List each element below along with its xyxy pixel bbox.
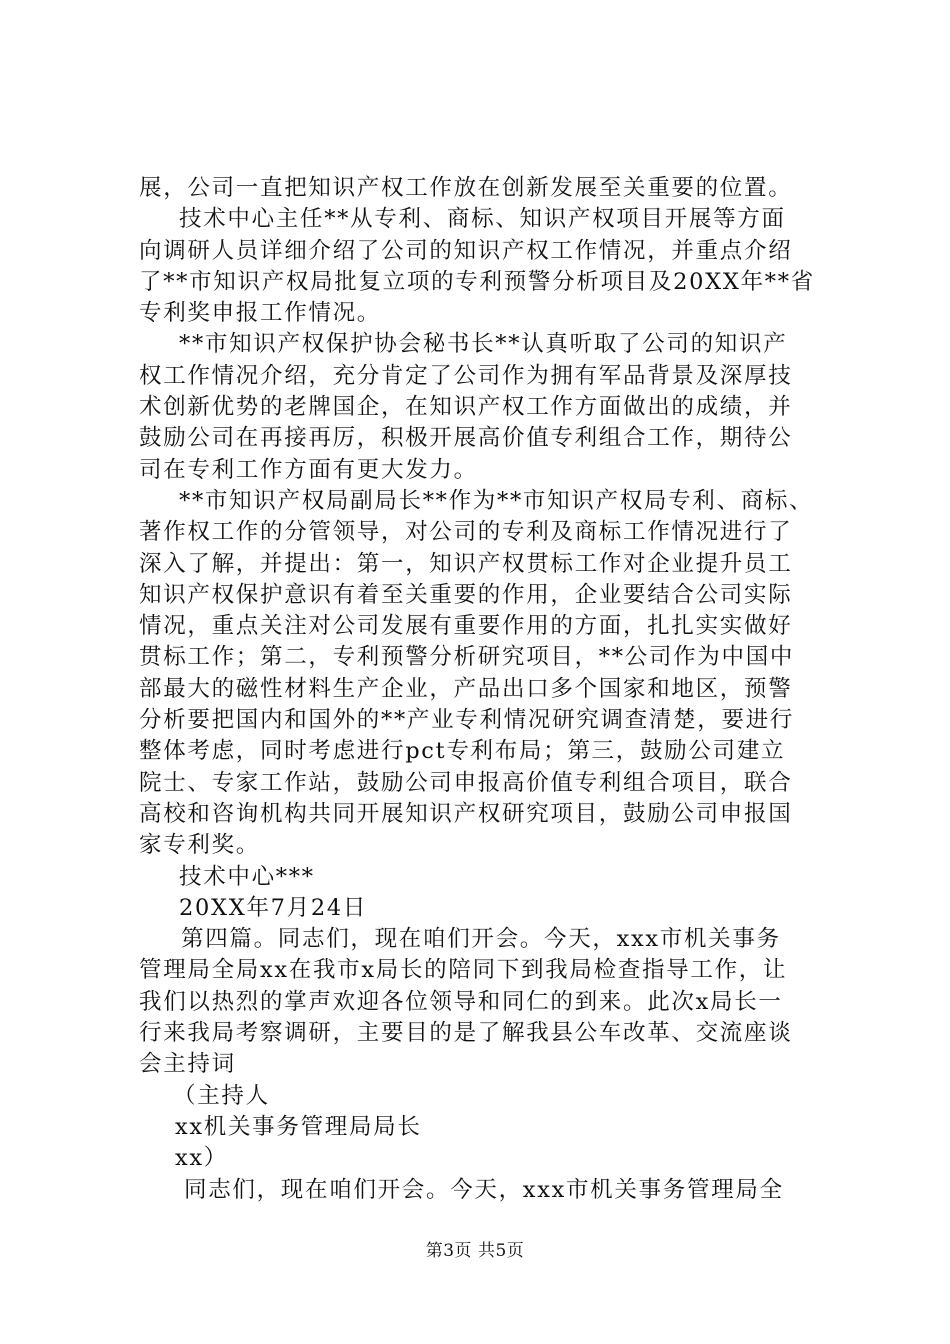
- page-number: 第3页 共5页: [425, 1241, 525, 1261]
- document-body: [139, 173, 899, 1206]
- text-line: 鼓励公司在再接再厉，积极开展高价值专利组合工作，期待公: [139, 425, 793, 452]
- text-line: 专利奖申报工作情况。: [139, 300, 382, 327]
- text-line: 管理局全局xx在我市x局长的陪同下到我局检查指导工作，让: [139, 957, 788, 984]
- text-line: （主持人: [173, 1082, 270, 1109]
- text-line: 知识产权保护意识有着至关重要的作用，企业要结合公司实际: [139, 581, 793, 608]
- text-line: 家专利奖。: [139, 832, 261, 859]
- text-line: 向调研人员详细介绍了公司的知识产权工作情况，并重点介绍: [139, 237, 793, 264]
- text-line: 分析要把国内和国外的**产业专利情况研究调查清楚，要进行: [139, 707, 795, 734]
- text-line: 贯标工作；第二，专利预警分析研究项目，**公司作为中国中: [139, 644, 795, 671]
- text-line: 术创新优势的老牌国企，在知识产权工作方面做出的成绩，并: [139, 394, 793, 421]
- text-line: 著作权工作的分管领导，对公司的专利及商标工作情况进行了: [139, 519, 793, 546]
- text-line: 院士、专家工作站，鼓励公司申报高价值专利组合项目，联合: [139, 769, 793, 796]
- text-line: 权工作情况介绍，充分肯定了公司作为拥有军品背景及深厚技: [139, 362, 793, 389]
- text-line: 技术中心主任**从专利、商标、知识产权项目开展等方面: [179, 206, 786, 233]
- text-line: 同志们，现在咱们开会。今天，xxx市机关事务管理局全: [184, 1176, 784, 1203]
- signature-department: 技术中心***: [179, 863, 315, 890]
- text-line: 整体考虑，同时考虑进行pct专利布局；第三，鼓励公司建立: [139, 738, 786, 765]
- text-line: 司在专利工作方面有更大发力。: [139, 456, 478, 483]
- text-line: 展，公司一直把知识产权工作放在创新发展至关重要的位置。: [139, 175, 793, 201]
- text-line: xx机关事务管理局局长: [175, 1113, 422, 1140]
- text-line: 第四篇。同志们，现在咱们开会。今天，xxx市机关事务: [181, 926, 781, 953]
- text-line: 情况，重点关注对公司发展有重要作用的方面，扎扎实实做好: [139, 613, 793, 640]
- text-line: 了**市知识产权局批复立项的专利预警分析项目及20XX年**省: [139, 268, 815, 295]
- text-line: 我们以热烈的掌声欢迎各位领导和同仁的到来。此次x局长一: [139, 988, 783, 1015]
- signature-date: 20XX年7月24日: [179, 894, 368, 921]
- text-line: **市知识产权保护协会秘书长**认真听取了公司的知识产: [179, 331, 788, 358]
- text-line: 高校和咨询机构共同开展知识产权研究项目，鼓励公司申报国: [139, 800, 793, 827]
- text-line: 会主持词: [139, 1051, 236, 1078]
- text-line: 行来我局考察调研，主要目的是了解我县公车改革、交流座谈: [139, 1020, 793, 1047]
- text-line: 部最大的磁性材料生产企业，产品出口多个国家和地区，预警: [139, 675, 793, 702]
- text-line: xx）: [175, 1145, 228, 1172]
- text-line: 深入了解，并提出：第一，知识产权贯标工作对企业提升员工: [139, 550, 793, 577]
- text-line: **市知识产权局副局长**作为**市知识产权局专利、商标、: [179, 487, 814, 514]
